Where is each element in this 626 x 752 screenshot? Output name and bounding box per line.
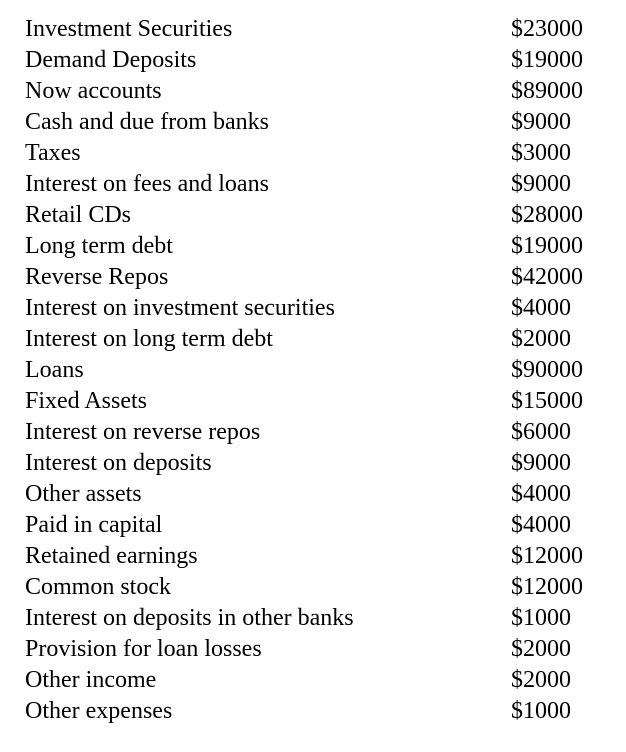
account-amount: $3000 [511, 140, 571, 166]
account-amount: $90000 [511, 357, 583, 383]
account-label: Taxes [25, 140, 81, 166]
account-label: Interest on deposits in other banks [25, 605, 354, 631]
account-label: Demand Deposits [25, 47, 197, 73]
account-amount: $89000 [511, 78, 583, 104]
list-item [0, 541, 626, 572]
list-item [0, 696, 626, 727]
list-item [0, 76, 626, 107]
list-item [0, 45, 626, 76]
account-label: Interest on reverse repos [25, 419, 261, 445]
account-balance-list [0, 14, 626, 727]
account-amount: $12000 [511, 543, 583, 569]
list-item [0, 107, 626, 138]
account-label: Paid in capital [25, 512, 163, 538]
account-amount: $19000 [511, 47, 583, 73]
account-label: Investment Securities [25, 16, 233, 42]
list-item [0, 262, 626, 293]
account-amount: $4000 [511, 295, 571, 321]
account-label: Interest on investment securities [25, 295, 335, 321]
list-item [0, 634, 626, 665]
account-amount: $9000 [511, 450, 571, 476]
account-label: Interest on fees and loans [25, 171, 269, 197]
list-item [0, 200, 626, 231]
account-label: Reverse Repos [25, 264, 169, 290]
account-label: Other expenses [25, 698, 173, 724]
list-item [0, 417, 626, 448]
account-label: Provision for loan losses [25, 636, 262, 662]
account-amount: $4000 [511, 481, 571, 507]
account-amount: $28000 [511, 202, 583, 228]
list-item [0, 355, 626, 386]
list-item [0, 665, 626, 696]
account-amount: $12000 [511, 574, 583, 600]
account-amount: $2000 [511, 636, 571, 662]
list-item [0, 14, 626, 45]
list-item [0, 169, 626, 200]
account-amount: $19000 [511, 233, 583, 259]
account-label: Long term debt [25, 233, 173, 259]
list-item [0, 603, 626, 634]
account-label: Retained earnings [25, 543, 198, 569]
account-amount: $15000 [511, 388, 583, 414]
account-amount: $1000 [511, 698, 571, 724]
account-amount: $9000 [511, 109, 571, 135]
account-label: Interest on deposits [25, 450, 212, 476]
list-item [0, 510, 626, 541]
account-amount: $1000 [511, 605, 571, 631]
account-amount: $2000 [511, 667, 571, 693]
list-item [0, 572, 626, 603]
list-item [0, 324, 626, 355]
account-label: Interest on long term debt [25, 326, 273, 352]
account-amount: $4000 [511, 512, 571, 538]
list-item [0, 386, 626, 417]
account-amount: $2000 [511, 326, 571, 352]
list-item [0, 479, 626, 510]
list-item [0, 138, 626, 169]
account-label: Other income [25, 667, 157, 693]
account-amount: $42000 [511, 264, 583, 290]
list-item [0, 448, 626, 479]
account-amount: $6000 [511, 419, 571, 445]
account-label: Now accounts [25, 78, 162, 104]
account-label: Fixed Assets [25, 388, 148, 414]
account-label: Other assets [25, 481, 142, 507]
list-item [0, 293, 626, 324]
account-label: Common stock [25, 574, 172, 600]
account-amount: $9000 [511, 171, 571, 197]
account-label: Retail CDs [25, 202, 131, 228]
account-amount: $23000 [511, 16, 583, 42]
account-label: Cash and due from banks [25, 109, 269, 135]
list-item [0, 231, 626, 262]
account-label: Loans [25, 357, 84, 383]
